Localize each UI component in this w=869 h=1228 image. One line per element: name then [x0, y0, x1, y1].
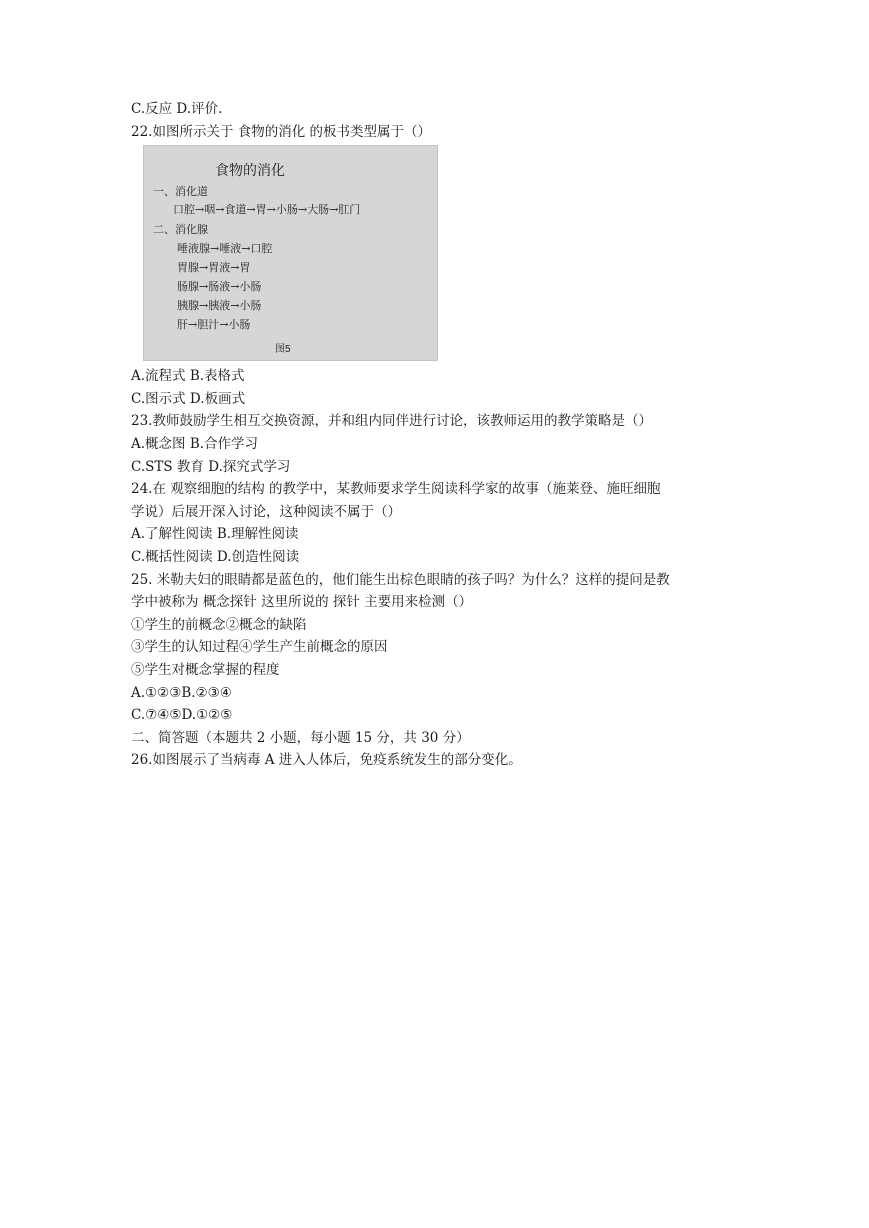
figure-row: 肝→胆汁→小肠 — [177, 318, 251, 332]
question-25: 25. 米勒夫妇的眼睛都是蓝色的，他们能生出棕色眼睛的孩子吗？为什么？这样的提问是教 — [131, 571, 670, 588]
text-line: ⑤学生对概念掌握的程度 — [131, 661, 280, 678]
exam-page — [131, 98, 771, 772]
question-26: 26.如图展示了当病毒 A 进入人体后，免疫系统发生的部分变化。 — [131, 752, 522, 769]
figure-row: 唾液腺→唾液→口腔 — [177, 242, 273, 256]
text-line: A.①②③B.②③④ — [131, 684, 232, 701]
blackboard-svg — [143, 145, 438, 361]
text-line: C.概括性阅读 D.创造性阅读 — [131, 548, 300, 565]
question-23: 23.教师鼓励学生相互交换资源，并和组内同伴进行讨论，该教师运用的教学策略是（） — [131, 413, 652, 430]
text-line: C.图示式 D.板画式 — [131, 390, 246, 407]
text-line: ①学生的前概念②概念的缺陷 — [131, 616, 307, 633]
blackboard-figure — [143, 145, 438, 361]
section-heading: 二、简答题（本题共 2 小题，每小题 15 分，共 30 分） — [131, 729, 470, 746]
text-line: C.STS 教育 D.探究式学习 — [131, 458, 291, 475]
figure-caption: 图5 — [275, 344, 291, 356]
text-line: A.流程式 B.表格式 — [131, 368, 245, 385]
text-line: A.了解性阅读 B.理解性阅读 — [131, 526, 299, 543]
text-line: 学中被称为 概念探针 这里所说的 探针 主要用来检测（） — [131, 594, 473, 611]
text-line: C.反应 D.评价. — [131, 101, 223, 117]
text-line: 学说）后展开深入讨论，这种阅读不属于（） — [131, 503, 401, 520]
figure-section-1: 一、消化道 — [153, 185, 208, 199]
figure-flow: 口腔→咽→食道→胃→小肠→大肠→肛门 — [173, 203, 361, 217]
text-line: ③学生的认知过程④学生产生前概念的原因 — [131, 639, 388, 656]
figure-row: 肠腺→肠液→小肠 — [177, 280, 262, 294]
text-line: C.⑦④⑤D.①②⑤ — [131, 707, 233, 724]
figure-section-2: 二、消化腺 — [153, 223, 208, 237]
question-24: 24.在 观察细胞的结构 的教学中，某教师要求学生阅读科学家的故事（施莱登、施旺细胞 — [131, 481, 661, 498]
text-line: A.概念图 B.合作学习 — [131, 435, 259, 452]
figure-row: 胃腺→胃液→胃 — [177, 261, 251, 275]
figure-row: 胰腺→胰液→小肠 — [177, 299, 262, 313]
question-22: 22.如图所示关于 食物的消化 的板书类型属于（） — [131, 123, 432, 140]
figure-title: 食物的消化 — [215, 163, 285, 180]
